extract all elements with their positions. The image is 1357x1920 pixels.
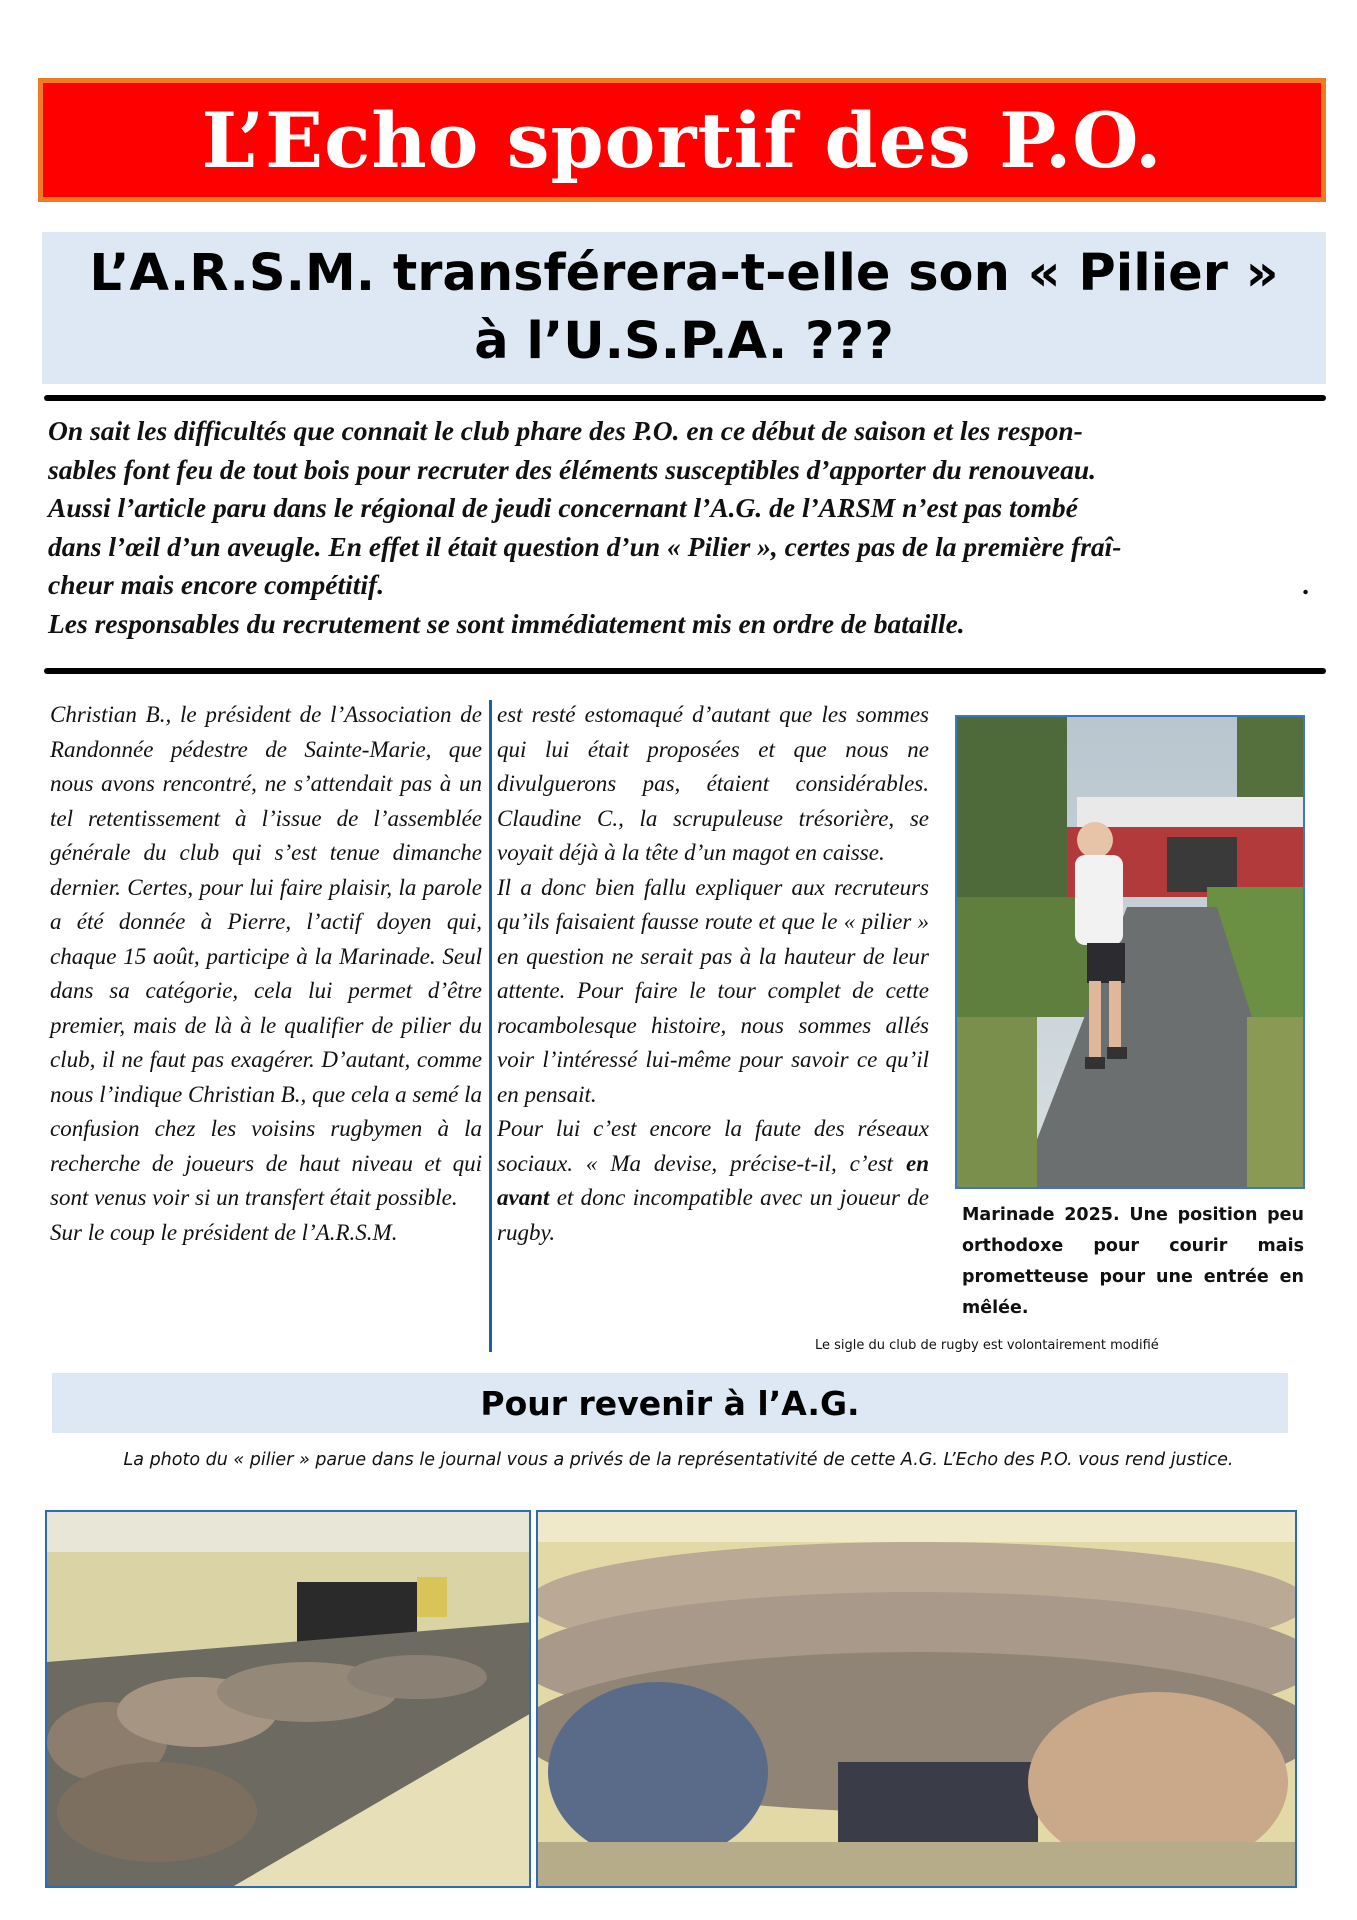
hall-photo-left-illustration bbox=[47, 1512, 531, 1888]
chapeau-line: Les responsables du recrutement se sont immédiatement mis en ordre de bataille. bbox=[48, 607, 965, 639]
photo-caption: Marinade 2025. Une position peu orthodoxe pour courir mais prometteuse pour une entrée en mêlée. bbox=[962, 1205, 1304, 1318]
hall-photo-right-illustration bbox=[538, 1512, 1297, 1888]
rule-top bbox=[44, 395, 1326, 401]
article-paragraph: Pour lui c’est encore la faute des réseaux sociaux. « Ma devise, précise-t-il, c’est en avant et donc incompatible avec un joueur de rugby. bbox=[497, 1116, 930, 1245]
section-heading bbox=[52, 1373, 1288, 1433]
article-paragraph: Il a donc bien fallu expliquer aux recruteurs qu’ils faisaient fausse route et que le « pilier » en question ne serait pas à la hauteur de leur attente. Pour faire le tour complet de cette rocambolesque histoire, nous sommes allés voir l’intéressé lui-même pour savoir ce qu’il en pensait. bbox=[497, 874, 929, 1107]
chapeau-line: cheur mais encore compétitif. . bbox=[48, 569, 1310, 600]
masthead bbox=[38, 78, 1326, 202]
chapeau-line: Aussi l’article paru dans le régional de jeudi concernant l’A.G. de l’ARSM n’est pas tombé bbox=[48, 492, 1078, 523]
section-title: Pour revenir à l’A.G. bbox=[480, 1383, 860, 1423]
headline bbox=[42, 232, 1326, 384]
rule-bottom bbox=[44, 668, 1326, 674]
article-paragraph: est resté estomaqué d’autant que les sommes qui lui était proposées et que nous ne divulguerons pas, étaient considérables. Claudine C., la scrupuleuse trésorière, se voyait déjà à la tête d’un magot en caisse. bbox=[497, 702, 929, 865]
logo-note: Le sigle du club de rugby est volontairement modifié bbox=[815, 1338, 1159, 1353]
article-paragraph: Sur le coup le président de l’A.R.S.M. bbox=[50, 1219, 398, 1245]
headline-line-1: L’A.R.S.M. transférera-t-elle son « Pilier » bbox=[89, 244, 1279, 303]
chapeau bbox=[48, 412, 1310, 643]
bold-phrase: en avant bbox=[497, 1150, 929, 1210]
masthead-title: L’Echo sportif des P.O. bbox=[201, 95, 1163, 185]
chapeau-line: dans l’œil d’un aveugle. En effet il était question d’un « Pilier », certes pas de la première fraî- bbox=[48, 530, 1122, 562]
hall-photo-left bbox=[45, 1510, 531, 1888]
headline-line-2: à l’U.S.P.A. ??? bbox=[474, 312, 894, 371]
article-paragraph: Christian B., le président de l’Association de Randonnée pédestre de Sainte-Marie, que nous avons rencontré, ne s’attendait pas à un tel retentissement à l’issue de l’assemblée générale du club qui s’est tenue dimanche dernier. Certes, pour lui faire plaisir, la parole a été donnée à Pierre, l’actif doyen qui, chaque 15 août, participe à la Marinade. Seul dans sa catégorie, cela lui permet d’être premier, mais de là à le qualifier de pilier du club, il ne faut pas exagérer. D’autant, comme nous l’indique Christian B., que cela a semé la confusion chez les voisins rugbymen à la recherche de joueurs de haut niveau et qui sont venus voir si un transfert était possible. bbox=[50, 702, 482, 1210]
article-column-2 bbox=[497, 698, 929, 1250]
column-divider bbox=[489, 700, 492, 1352]
runner-photo-illustration bbox=[957, 717, 1305, 1189]
section-note: La photo du « pilier » parue dans le journal vous a privés de la représentativité de cette A.G. L’Echo des P.O. vous rend justice. bbox=[123, 1450, 1234, 1470]
chapeau-line: On sait les difficultés que connait le club phare des P.O. en ce début de saison et les respon- bbox=[48, 415, 1083, 446]
hall-photo-right bbox=[536, 1510, 1297, 1888]
article-column-1 bbox=[50, 698, 482, 1250]
runner-photo bbox=[955, 715, 1305, 1189]
chapeau-line: sables font feu de tout bois pour recruter des éléments susceptibles d’apporter du renouveau. bbox=[48, 453, 1097, 485]
